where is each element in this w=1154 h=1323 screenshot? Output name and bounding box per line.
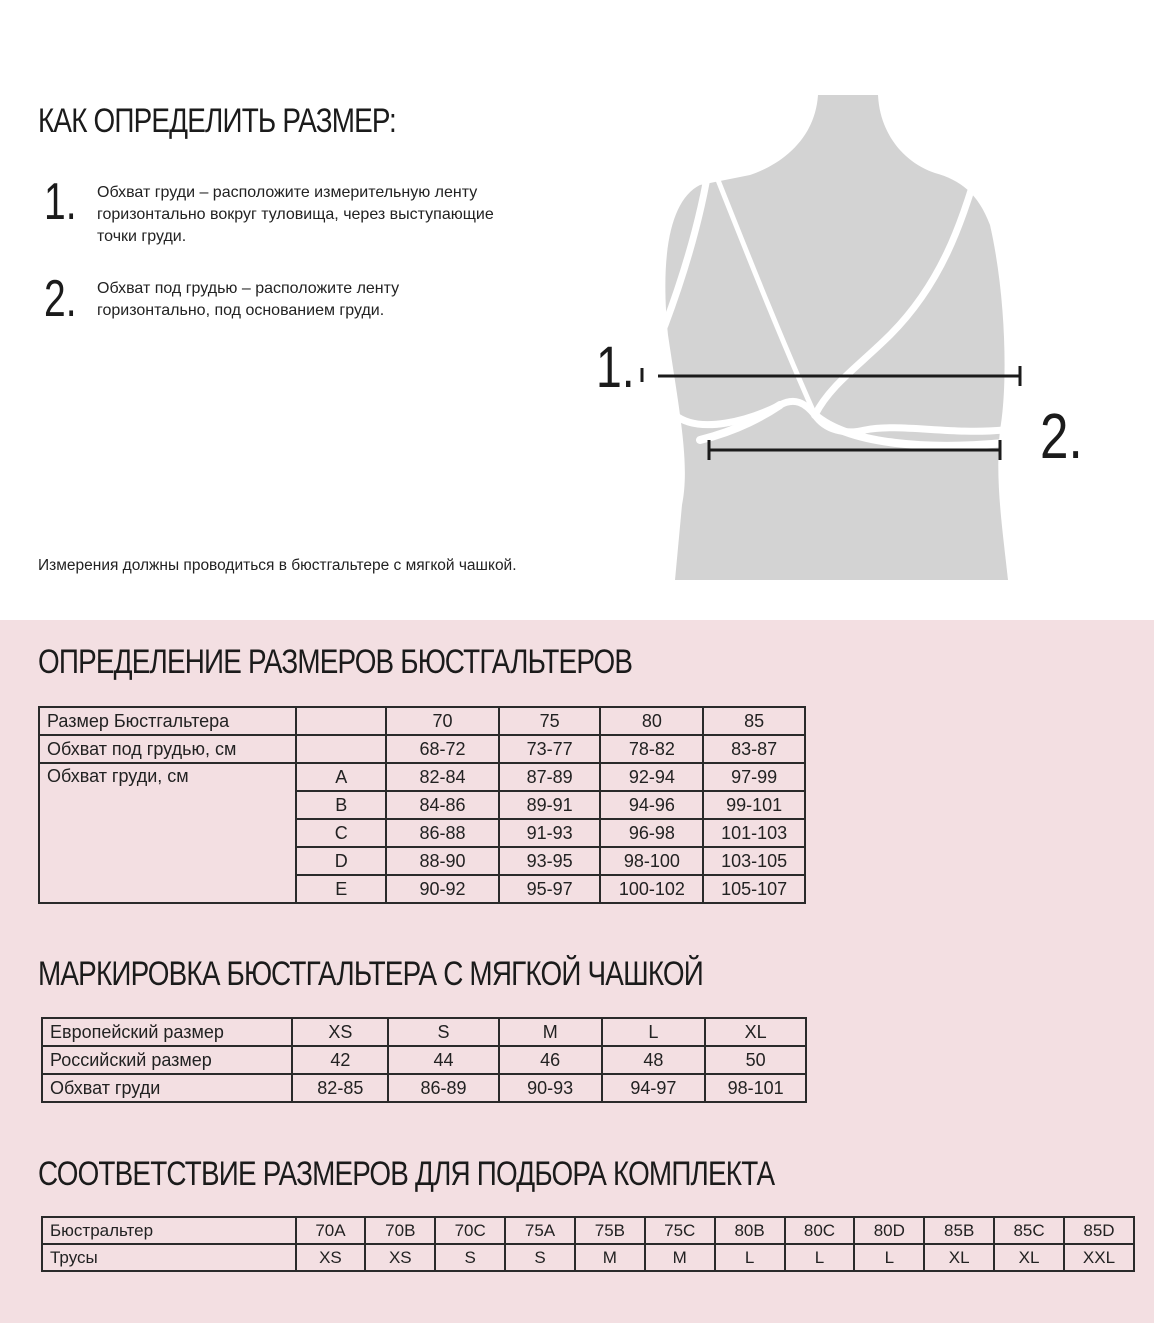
bust-cell: 86-88 [386,819,499,847]
table-row [42,1244,1134,1271]
underbust-cell: 68-72 [386,735,499,763]
value-cell: 80C [785,1217,855,1244]
bust-cell: 105-107 [703,875,805,903]
value-cell: 75A [505,1217,575,1244]
row-label-cell: Трусы [42,1244,296,1271]
step-2-line: Обхват под грудью – расположите ленту [97,280,400,297]
row-label-cell: Обхват груди [42,1074,292,1102]
step-2-number: 2. [44,270,77,328]
table-row [42,1046,806,1074]
value-cell: 85D [1064,1217,1134,1244]
figure-label-1: 1. [596,335,635,401]
row-label-cell: Европейский размер [42,1018,292,1046]
value-cell: S [505,1244,575,1271]
how-to-title: КАК ОПРЕДЕЛИТЬ РАЗМЕР: [38,102,396,140]
table-row [39,707,805,735]
value-cell: 85C [994,1217,1064,1244]
value-cell: 70A [296,1217,366,1244]
soft-cup-table [41,1017,807,1103]
value-cell: XS [292,1018,388,1046]
value-cell: 80D [854,1217,924,1244]
bra-sizes-title: ОПРЕДЕЛЕНИЕ РАЗМЕРОВ БЮСТГАЛЬТЕРОВ [38,643,633,681]
table-row [39,735,805,763]
bust-label-cell: Обхват груди, см [39,763,296,903]
value-cell: 82-85 [292,1074,388,1102]
bust-cell: 99-101 [703,791,805,819]
bust-cell: 87-89 [499,763,601,791]
step-1-line: горизонтально вокруг туловища, через выступающие [97,206,494,223]
step-2-text [97,278,399,322]
bust-cell: 101-103 [703,819,805,847]
figure-label-2: 2. [1040,401,1083,473]
value-cell: 98-101 [705,1074,806,1102]
step-1-line: Обхват груди – расположите измерительную ленту [97,184,478,201]
bra-sizes-table [38,706,806,904]
value-cell: 50 [705,1046,806,1074]
table-row [42,1018,806,1046]
value-cell: XS [296,1244,366,1271]
value-cell: L [715,1244,785,1271]
size-cell: 85 [703,707,805,735]
step-1-text [97,182,494,248]
value-cell: XL [705,1018,806,1046]
value-cell: L [602,1018,706,1046]
value-cell: S [435,1244,505,1271]
value-cell: 86-89 [388,1074,499,1102]
empty-cell [296,707,386,735]
value-cell: L [854,1244,924,1271]
bust-cell: 84-86 [386,791,499,819]
value-cell: XL [924,1244,994,1271]
set-match-table [41,1216,1135,1272]
bust-cell: 89-91 [499,791,601,819]
soft-cup-title: МАРКИРОВКА БЮСТГАЛЬТЕРА С МЯГКОЙ ЧАШКОЙ [38,955,704,993]
set-match-title: СООТВЕТСТВИЕ РАЗМЕРОВ ДЛЯ ПОДБОРА КОМПЛЕКТА [38,1155,775,1193]
value-cell: XXL [1064,1244,1134,1271]
table-row [42,1074,806,1102]
how-to-section [0,0,1154,620]
cup-cell: D [296,847,386,875]
value-cell: 90-93 [499,1074,602,1102]
step-1-line: точки груди. [97,228,187,245]
bust-cell: 98-100 [600,847,703,875]
bust-cell: 103-105 [703,847,805,875]
step-2-line: горизонтально, под основанием груди. [97,302,385,319]
value-cell: M [645,1244,715,1271]
value-cell: XS [365,1244,435,1271]
table-row [39,763,805,791]
bust-cell: 92-94 [600,763,703,791]
value-cell: 75C [645,1217,715,1244]
bust-cell: 100-102 [600,875,703,903]
value-cell: 85B [924,1217,994,1244]
torso-illustration [590,85,1154,585]
cup-cell: B [296,791,386,819]
bust-cell: 94-96 [600,791,703,819]
size-cell: 70 [386,707,499,735]
empty-cell [296,735,386,763]
value-cell: 70C [435,1217,505,1244]
table-row [42,1217,1134,1244]
size-cell: 80 [600,707,703,735]
value-cell: 80B [715,1217,785,1244]
value-cell: 48 [602,1046,706,1074]
measurement-note: Измерения должны проводиться в бюстгальтере с мягкой чашкой. [38,557,517,574]
value-cell: M [575,1244,645,1271]
bust-cell: 88-90 [386,847,499,875]
size-cell: 75 [499,707,601,735]
cup-cell: C [296,819,386,847]
underbust-cell: 83-87 [703,735,805,763]
bust-cell: 90-92 [386,875,499,903]
value-cell: 94-97 [602,1074,706,1102]
bust-cell: 82-84 [386,763,499,791]
value-cell: 75B [575,1217,645,1244]
value-cell: L [785,1244,855,1271]
value-cell: 42 [292,1046,388,1074]
row-label-cell: Российский размер [42,1046,292,1074]
value-cell: S [388,1018,499,1046]
underbust-cell: 73-77 [499,735,601,763]
bust-cell: 93-95 [499,847,601,875]
cup-cell: E [296,875,386,903]
cup-cell: A [296,763,386,791]
torso-silhouette [665,95,1008,580]
value-cell: M [499,1018,602,1046]
value-cell: 44 [388,1046,499,1074]
value-cell: 70B [365,1217,435,1244]
bust-cell: 91-93 [499,819,601,847]
step-1-number: 1. [44,173,77,231]
underbust-cell: 78-82 [600,735,703,763]
value-cell: 46 [499,1046,602,1074]
bust-cell: 95-97 [499,875,601,903]
row-label-cell: Бюстральтер [42,1217,296,1244]
bust-cell: 97-99 [703,763,805,791]
underbust-label-cell: Обхват под грудью, см [39,735,296,763]
bust-cell: 96-98 [600,819,703,847]
value-cell: XL [994,1244,1064,1271]
size-label-cell: Размер Бюстгальтера [39,707,296,735]
